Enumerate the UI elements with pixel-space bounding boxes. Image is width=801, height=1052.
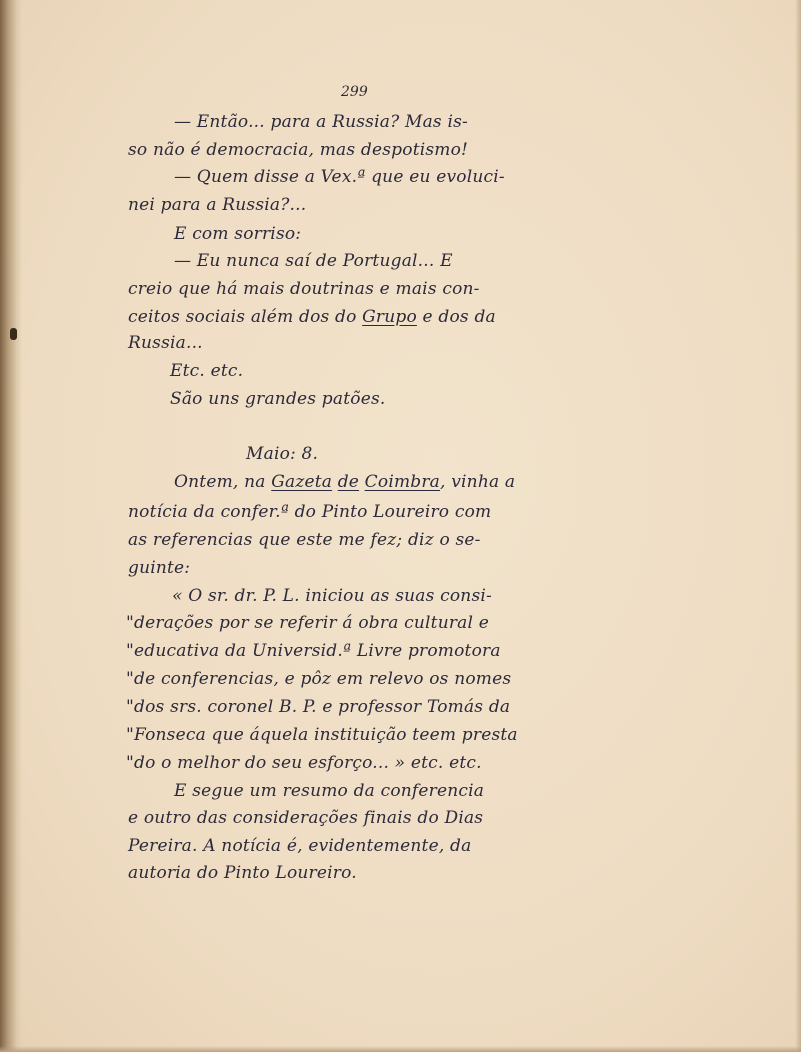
text-line: as referencias que este me fez; diz o se- — [128, 530, 481, 550]
quote-line: "derações por se referir á obra cultural e — [126, 613, 490, 633]
quote-line: "dos srs. coronel B. P. e professor Tomás da — [126, 697, 511, 717]
text-line: nei para a Russia?... — [128, 195, 307, 215]
text-segment: , vinha a — [440, 472, 516, 492]
page-number: 299 — [341, 84, 368, 100]
text-line: E segue um resumo da conferencia — [174, 781, 485, 801]
underlined-word: Coimbra — [364, 472, 441, 492]
underlined-word: Gazeta — [271, 472, 333, 492]
date-heading: Maio: 8. — [246, 444, 319, 464]
text-line: Russia... — [128, 333, 203, 353]
quote-line: "educativa da Universid.ª Livre promotora — [126, 641, 501, 661]
underlined-word: Grupo — [362, 307, 417, 327]
text-line: Pereira. A notícia é, evidentemente, da — [128, 836, 472, 856]
text-line — [174, 472, 515, 492]
text-line: — Quem disse a Vex.ª que eu evoluci- — [174, 167, 505, 187]
page-bottom-edge — [0, 1046, 801, 1052]
text-line: São uns grandes patões. — [170, 389, 386, 409]
text-line — [128, 307, 496, 327]
text-line: — Eu nunca saí de Portugal... E — [174, 251, 453, 271]
text-line: E com sorriso: — [174, 224, 302, 244]
text-line: guinte: — [128, 558, 191, 578]
quote-line: « O sr. dr. P. L. iniciou as suas consi- — [172, 586, 492, 606]
text-segment: ceitos sociais além dos do — [128, 307, 363, 327]
text-line: creio que há mais doutrinas e mais con- — [128, 279, 480, 299]
page-right-edge — [795, 0, 801, 1052]
text-segment: Ontem, na — [174, 472, 272, 492]
text-line: e outro das considerações finais do Dias — [128, 808, 484, 828]
text-line: autoria do Pinto Loureiro. — [128, 863, 357, 883]
binding-edge — [0, 0, 22, 1052]
quote-line: "Fonseca que áquela instituição teem presta — [126, 725, 518, 745]
text-line: — Então... para a Russia? Mas is- — [174, 112, 468, 132]
text-segment: e dos da — [416, 307, 496, 327]
text-line: so não é democracia, mas despotismo! — [128, 140, 469, 160]
text-line: notícia da confer.ª do Pinto Loureiro com — [128, 502, 492, 522]
binding-mark — [10, 328, 17, 340]
quote-line: "de conferencias, e pôz em relevo os nomes — [126, 669, 512, 689]
quote-line: "do o melhor do seu esforço... » etc. etc. — [126, 753, 482, 773]
underlined-word: de — [337, 472, 360, 492]
text-line: Etc. etc. — [170, 361, 244, 381]
